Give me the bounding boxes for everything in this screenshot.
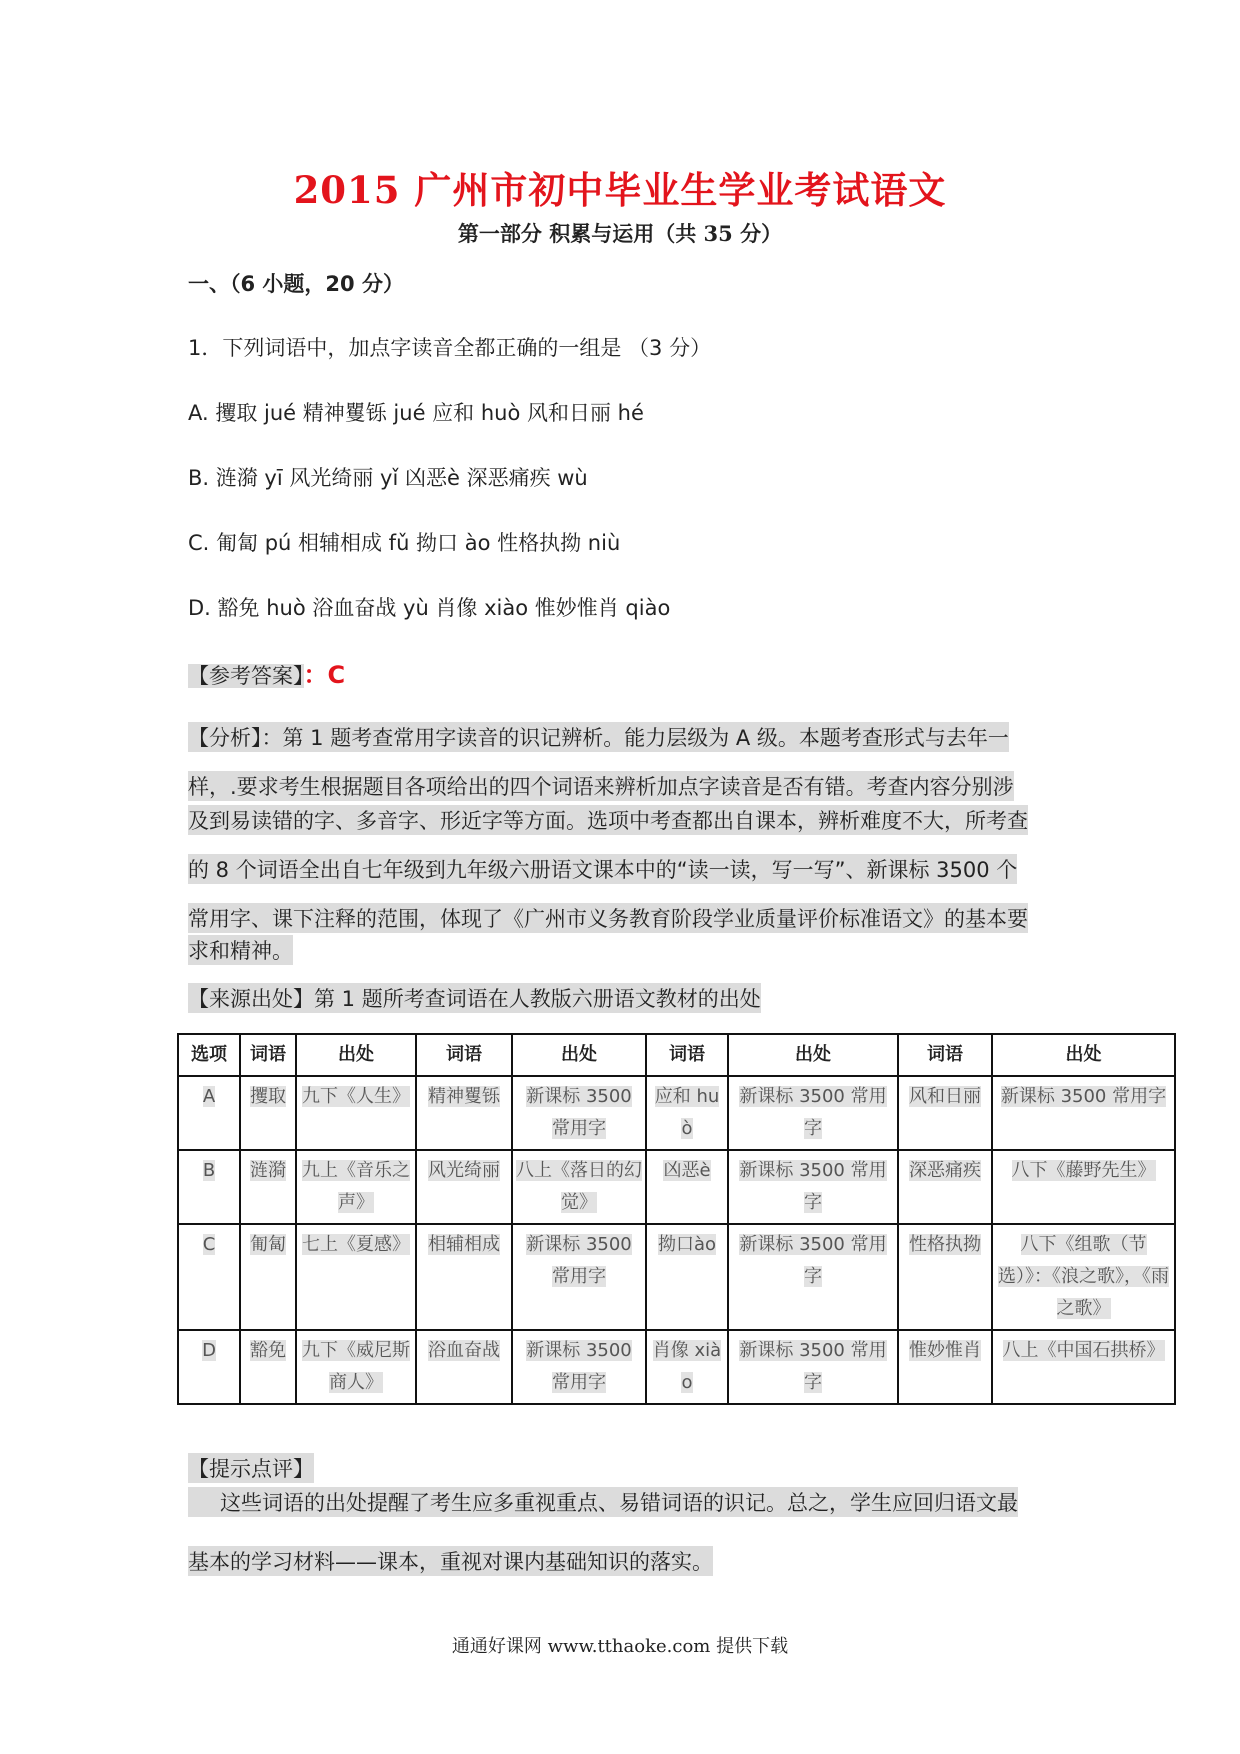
table-header-row — [178, 1034, 1175, 1076]
table-cell — [240, 1076, 296, 1150]
page-footer: 通通好课网 www.tthaoke.com 提供下载 — [451, 1636, 789, 1657]
analysis-line-1: 【分析】：第 1 题考查常用字读音的识记辨析。能力层级为 A 级。本题考查形式与去年一 — [188, 722, 1009, 752]
cell-text: 拗口ào — [657, 1234, 717, 1255]
table-cell — [178, 1224, 240, 1330]
header-word: 词语 — [898, 1034, 992, 1076]
header-option: 选项 — [178, 1034, 240, 1076]
cell-text: 性格执拗 — [909, 1234, 981, 1255]
cell-text: 八下《组歌（节选）》：《浪之歌》，《雨之歌》 — [998, 1234, 1169, 1319]
cell-text: 肖像 xiào — [652, 1340, 722, 1393]
table-cell — [646, 1330, 728, 1404]
cell-text: 九下《威尼斯商人》 — [302, 1340, 410, 1393]
table-cell — [416, 1330, 512, 1404]
source-table — [177, 1033, 1176, 1405]
table-cell — [178, 1330, 240, 1404]
cell-text: 八上《落日的幻觉》 — [516, 1160, 642, 1213]
cell-text: 浴血奋战 — [428, 1340, 500, 1361]
table-cell — [296, 1150, 416, 1224]
header-source: 出处 — [992, 1034, 1175, 1076]
cell-text: 九下《人生》 — [302, 1086, 410, 1107]
cell-text: 风和日丽 — [909, 1086, 981, 1107]
answer-separator: ： — [303, 661, 328, 689]
table-row — [178, 1330, 1175, 1404]
cell-text: 应和 huò — [654, 1086, 720, 1139]
table-cell — [992, 1224, 1175, 1330]
cell-text: 新课标 3500 常用字 — [739, 1086, 887, 1139]
cell-text: C — [202, 1234, 216, 1255]
table-cell — [296, 1076, 416, 1150]
analysis-line-2: 样，.要求考生根据题目各项给出的四个词语来辨析加点字读音是否有错。考查内容分别涉 — [188, 771, 1014, 801]
table-cell — [992, 1330, 1175, 1404]
table-cell — [240, 1224, 296, 1330]
analysis-line-3: 及到易读错的字、多音字、形近字等方面。选项中考查都出自课本，辨析难度不大，所考查 — [188, 805, 1028, 835]
option-d: D. 豁免 huò 浴血奋战 yù 肖像 xiào 惟妙惟肖 qiào — [188, 596, 671, 620]
cell-text: 新课标 3500 常用字 — [1000, 1086, 1167, 1107]
table-cell — [416, 1224, 512, 1330]
comment-line-2: 基本的学习材料——课本，重视对课内基础知识的落实。 — [188, 1546, 713, 1576]
table-row — [178, 1076, 1175, 1150]
comment-heading: 【提示点评】 — [188, 1453, 314, 1483]
table-cell — [296, 1224, 416, 1330]
cell-text: D — [202, 1340, 216, 1361]
table-row — [178, 1224, 1175, 1330]
table-cell — [898, 1076, 992, 1150]
cell-text: 精神矍铄 — [428, 1086, 500, 1107]
table-cell — [992, 1076, 1175, 1150]
answer-value: C — [327, 661, 346, 689]
analysis-line-6: 求和精神。 — [188, 935, 293, 965]
cell-text: 八上《中国石拱桥》 — [1002, 1340, 1165, 1361]
header-word: 词语 — [416, 1034, 512, 1076]
option-b: B. 涟漪 yī 风光绮丽 yǐ 凶恶è 深恶痛疾 wù — [188, 466, 588, 490]
part-subtitle: 第一部分 积累与运用（共 35 分） — [457, 221, 783, 246]
table-cell — [646, 1224, 728, 1330]
cell-text: 相辅相成 — [428, 1234, 500, 1255]
table-cell — [992, 1150, 1175, 1224]
header-word: 词语 — [240, 1034, 296, 1076]
table-cell — [178, 1150, 240, 1224]
option-a: A. 攫取 jué 精神矍铄 jué 应和 huò 风和日丽 hé — [188, 401, 644, 425]
table-cell — [512, 1330, 646, 1404]
table-cell — [416, 1076, 512, 1150]
table-cell — [728, 1330, 898, 1404]
answer-line — [188, 655, 345, 690]
cell-text: 新课标 3500 常用字 — [739, 1340, 887, 1393]
table-cell — [178, 1076, 240, 1150]
cell-text: 惟妙惟肖 — [909, 1340, 981, 1361]
table-cell — [512, 1224, 646, 1330]
option-c: C. 匍匐 pú 相辅相成 fǔ 拗口 ào 性格执拗 niù — [188, 531, 621, 555]
table-cell — [898, 1330, 992, 1404]
cell-text: B — [202, 1160, 216, 1181]
table-cell — [728, 1076, 898, 1150]
cell-text: 涟漪 — [250, 1160, 286, 1181]
table-row — [178, 1150, 1175, 1224]
header-source: 出处 — [512, 1034, 646, 1076]
table-cell — [512, 1150, 646, 1224]
answer-label: 【参考答案】 — [188, 664, 304, 688]
cell-text: 七上《夏感》 — [302, 1234, 410, 1255]
table-cell — [416, 1150, 512, 1224]
table-cell — [898, 1150, 992, 1224]
cell-text: 新课标 3500 常用字 — [739, 1160, 887, 1213]
cell-text: 风光绮丽 — [428, 1160, 500, 1181]
document-title: 2015 广州市初中毕业生学业考试语文 — [293, 168, 947, 212]
question-text: 1．下列词语中，加点字读音全都正确的一组是 （3 分） — [188, 336, 712, 360]
table-cell — [646, 1076, 728, 1150]
table-cell — [296, 1330, 416, 1404]
cell-text: 豁免 — [250, 1340, 286, 1361]
table-cell — [240, 1150, 296, 1224]
table-cell — [512, 1076, 646, 1150]
header-source: 出处 — [296, 1034, 416, 1076]
cell-text: 九上《音乐之声》 — [302, 1160, 410, 1213]
cell-text: 新课标 3500 常用字 — [526, 1340, 632, 1393]
comment-line-1: 这些词语的出处提醒了考生应多重视重点、易错词语的识记。总之，学生应回归语文最 — [188, 1487, 1018, 1517]
analysis-line-4: 的 8 个词语全出自七年级到九年级六册语文课本中的“读一读，写一写”、新课标 3500 个 — [188, 854, 1017, 884]
analysis-line-5: 常用字、课下注释的范围，体现了《广州市义务教育阶段学业质量评价标准语文》的基本要 — [188, 903, 1028, 933]
cell-text: 凶恶è — [663, 1160, 711, 1181]
section-heading: 一、（6 小题，20 分） — [188, 272, 404, 296]
cell-text: 深恶痛疾 — [909, 1160, 981, 1181]
cell-text: 新课标 3500 常用字 — [526, 1234, 632, 1287]
cell-text: 新课标 3500 常用字 — [526, 1086, 632, 1139]
table-cell — [898, 1224, 992, 1330]
cell-text: 匍匐 — [250, 1234, 286, 1255]
header-word: 词语 — [646, 1034, 728, 1076]
cell-text: 八下《藤野先生》 — [1011, 1160, 1156, 1181]
cell-text: 攫取 — [250, 1086, 286, 1107]
header-source: 出处 — [728, 1034, 898, 1076]
table-cell — [728, 1224, 898, 1330]
table-cell — [240, 1330, 296, 1404]
table-cell — [646, 1150, 728, 1224]
table-cell — [728, 1150, 898, 1224]
cell-text: 新课标 3500 常用字 — [739, 1234, 887, 1287]
cell-text: A — [202, 1086, 216, 1107]
source-heading: 【来源出处】第 1 题所考查词语在人教版六册语文教材的出处 — [188, 983, 761, 1013]
